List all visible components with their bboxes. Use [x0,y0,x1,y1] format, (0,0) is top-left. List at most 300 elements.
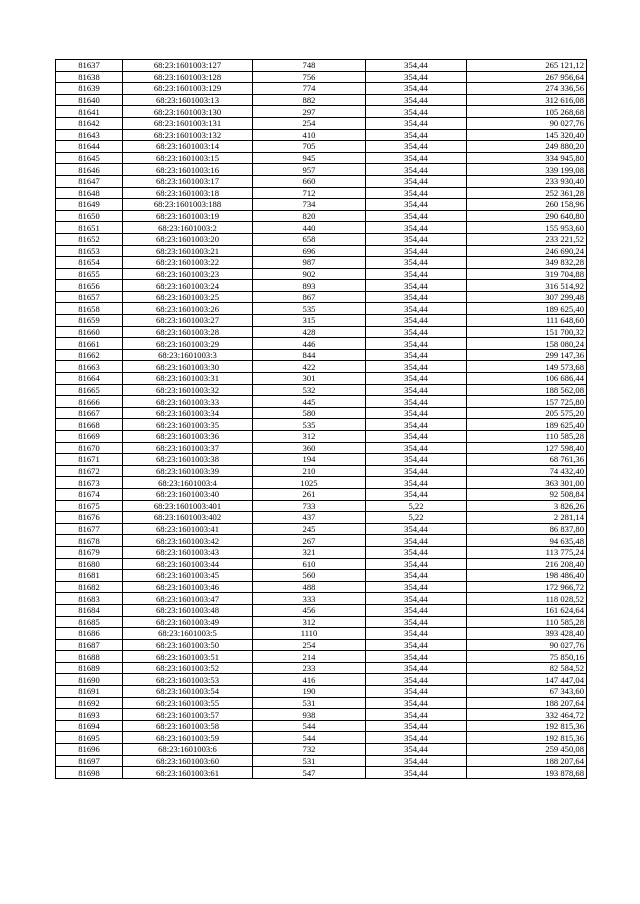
cell-rate: 354,44 [366,315,467,327]
cell-amount: 267 956,64 [467,71,587,83]
cell-rate: 354,44 [366,488,467,500]
cell-row-number: 81644 [56,141,123,153]
table-row [56,604,587,616]
cell-amount: 149 573,68 [467,361,587,373]
cell-cadastral-number: 68:23:1601003:16 [123,164,253,176]
cell-cadastral-number: 68:23:1601003:402 [123,512,253,524]
cell-amount: 2 281,14 [467,512,587,524]
cell-cadastral-number: 68:23:1601003:26 [123,303,253,315]
cell-rate: 354,44 [366,83,467,95]
cell-row-number: 81667 [56,407,123,419]
table-row [56,697,587,709]
cell-rate: 354,44 [366,593,467,605]
table-row [56,732,587,744]
cell-rate: 354,44 [366,60,467,72]
cell-row-number: 81680 [56,558,123,570]
cell-cadastral-number: 68:23:1601003:14 [123,141,253,153]
table-row [56,535,587,547]
cell-rate: 354,44 [366,268,467,280]
cell-cadastral-number: 68:23:1601003:35 [123,419,253,431]
table-row [56,349,587,361]
cell-area: 410 [253,129,366,141]
cell-rate: 354,44 [366,361,467,373]
cell-amount: 349 832,28 [467,257,587,269]
cell-rate: 354,44 [366,210,467,222]
cell-row-number: 81678 [56,535,123,547]
cell-area: 312 [253,616,366,628]
cell-row-number: 81647 [56,175,123,187]
cell-amount: 3 826,26 [467,500,587,512]
cell-rate: 354,44 [366,349,467,361]
cell-row-number: 81643 [56,129,123,141]
cell-cadastral-number: 68:23:1601003:3 [123,349,253,361]
cell-row-number: 81662 [56,349,123,361]
cell-row-number: 81640 [56,94,123,106]
table-row [56,442,587,454]
cell-amount: 260 158,96 [467,199,587,211]
cell-area: 560 [253,570,366,582]
cell-cadastral-number: 68:23:1601003:32 [123,384,253,396]
cell-area: 440 [253,222,366,234]
cell-area: 297 [253,106,366,118]
cell-cadastral-number: 68:23:1601003:131 [123,117,253,129]
cell-area: 445 [253,396,366,408]
cell-cadastral-number: 68:23:1601003:36 [123,431,253,443]
cell-row-number: 81695 [56,732,123,744]
cell-amount: 363 301,00 [467,477,587,489]
table-row [56,720,587,732]
cell-cadastral-number: 68:23:1601003:55 [123,697,253,709]
cell-amount: 274 336,56 [467,83,587,95]
cell-area: 580 [253,407,366,419]
cell-rate: 354,44 [366,709,467,721]
cell-amount: 68 761,36 [467,454,587,466]
cell-cadastral-number: 68:23:1601003:31 [123,373,253,385]
cell-amount: 246 690,24 [467,245,587,257]
cell-amount: 198 486,40 [467,570,587,582]
cell-amount: 249 880,20 [467,141,587,153]
cell-amount: 188 562,08 [467,384,587,396]
cell-row-number: 81655 [56,268,123,280]
table-row [56,175,587,187]
table-row [56,141,587,153]
cell-row-number: 81671 [56,454,123,466]
cell-rate: 354,44 [366,477,467,489]
table-row [56,558,587,570]
cell-rate: 354,44 [366,720,467,732]
cell-amount: 193 878,68 [467,767,587,779]
cell-rate: 354,44 [366,94,467,106]
table-row [56,152,587,164]
cell-cadastral-number: 68:23:1601003:50 [123,639,253,651]
table-row [56,581,587,593]
cell-cadastral-number: 68:23:1601003:34 [123,407,253,419]
table-row [56,651,587,663]
cell-row-number: 81672 [56,465,123,477]
cell-rate: 354,44 [366,233,467,245]
cell-area: 194 [253,454,366,466]
cell-area: 544 [253,732,366,744]
cell-area: 748 [253,60,366,72]
cell-amount: 259 450,08 [467,744,587,756]
cell-rate: 354,44 [366,744,467,756]
cell-amount: 105 268,68 [467,106,587,118]
table-row [56,83,587,95]
cell-amount: 82 584,52 [467,662,587,674]
cell-rate: 354,44 [366,141,467,153]
cell-rate: 354,44 [366,280,467,292]
cell-amount: 145 320,40 [467,129,587,141]
cell-amount: 118 028,52 [467,593,587,605]
cell-cadastral-number: 68:23:1601003:25 [123,291,253,303]
cell-amount: 393 428,40 [467,628,587,640]
cell-amount: 158 080,24 [467,338,587,350]
cell-rate: 354,44 [366,686,467,698]
cell-row-number: 81688 [56,651,123,663]
table-row [56,570,587,582]
cell-area: 938 [253,709,366,721]
cell-rate: 354,44 [366,523,467,535]
table-row [56,674,587,686]
cell-rate: 354,44 [366,326,467,338]
cell-row-number: 81641 [56,106,123,118]
cell-row-number: 81670 [56,442,123,454]
table-row [56,407,587,419]
cell-amount: 312 616,08 [467,94,587,106]
cell-cadastral-number: 68:23:1601003:29 [123,338,253,350]
table-row [56,662,587,674]
cell-row-number: 81657 [56,291,123,303]
cell-amount: 92 508,84 [467,488,587,500]
cell-area: 696 [253,245,366,257]
cell-amount: 110 585,28 [467,616,587,628]
cell-rate: 354,44 [366,187,467,199]
cell-row-number: 81685 [56,616,123,628]
cell-area: 456 [253,604,366,616]
cell-cadastral-number: 68:23:1601003:57 [123,709,253,721]
table-row [56,60,587,72]
cell-amount: 147 447,04 [467,674,587,686]
cell-amount: 157 725,80 [467,396,587,408]
cell-rate: 354,44 [366,674,467,686]
cell-amount: 216 208,40 [467,558,587,570]
cell-amount: 75 850,16 [467,651,587,663]
cell-amount: 339 199,08 [467,164,587,176]
cell-area: 210 [253,465,366,477]
table-row [56,546,587,558]
table-row [56,129,587,141]
cell-rate: 354,44 [366,338,467,350]
cell-row-number: 81693 [56,709,123,721]
table-row [56,117,587,129]
cell-row-number: 81677 [56,523,123,535]
cell-row-number: 81682 [56,581,123,593]
cell-row-number: 81668 [56,419,123,431]
cell-area: 547 [253,767,366,779]
cell-rate: 354,44 [366,639,467,651]
cell-area: 658 [253,233,366,245]
cell-area: 774 [253,83,366,95]
cell-cadastral-number: 68:23:1601003:128 [123,71,253,83]
table-row [56,164,587,176]
cell-amount: 155 953,60 [467,222,587,234]
cell-cadastral-number: 68:23:1601003:38 [123,454,253,466]
cell-row-number: 81698 [56,767,123,779]
table-body [56,60,587,779]
cell-rate: 354,44 [366,431,467,443]
cell-area: 312 [253,431,366,443]
table-row [56,396,587,408]
cell-rate: 354,44 [366,535,467,547]
cell-amount: 113 775,24 [467,546,587,558]
cell-row-number: 81676 [56,512,123,524]
cell-rate: 354,44 [366,396,467,408]
cell-row-number: 81653 [56,245,123,257]
cell-cadastral-number: 68:23:1601003:30 [123,361,253,373]
cell-rate: 354,44 [366,546,467,558]
cell-area: 893 [253,280,366,292]
cell-row-number: 81664 [56,373,123,385]
table-row [56,245,587,257]
cell-amount: 265 121,12 [467,60,587,72]
cell-area: 535 [253,303,366,315]
cell-amount: 111 648,60 [467,315,587,327]
cell-cadastral-number: 68:23:1601003:24 [123,280,253,292]
cell-rate: 354,44 [366,164,467,176]
table-row [56,419,587,431]
cell-row-number: 81666 [56,396,123,408]
cell-area: 531 [253,697,366,709]
table-row [56,431,587,443]
cell-rate: 354,44 [366,71,467,83]
cell-area: 254 [253,117,366,129]
cell-cadastral-number: 68:23:1601003:17 [123,175,253,187]
cell-area: 437 [253,512,366,524]
cell-rate: 354,44 [366,245,467,257]
cell-amount: 189 625,40 [467,303,587,315]
table-row [56,257,587,269]
cell-amount: 188 207,64 [467,697,587,709]
table-row [56,477,587,489]
cell-cadastral-number: 68:23:1601003:44 [123,558,253,570]
cell-area: 957 [253,164,366,176]
cell-cadastral-number: 68:23:1601003:49 [123,616,253,628]
cell-cadastral-number: 68:23:1601003:23 [123,268,253,280]
table-row [56,616,587,628]
cell-cadastral-number: 68:23:1601003:19 [123,210,253,222]
table-row [56,71,587,83]
cell-area: 488 [253,581,366,593]
cell-rate: 354,44 [366,373,467,385]
cell-cadastral-number: 68:23:1601003:48 [123,604,253,616]
cell-rate: 354,44 [366,628,467,640]
cell-rate: 354,44 [366,454,467,466]
cell-row-number: 81658 [56,303,123,315]
cell-cadastral-number: 68:23:1601003:27 [123,315,253,327]
cell-rate: 354,44 [366,199,467,211]
cell-area: 844 [253,349,366,361]
cell-rate: 354,44 [366,581,467,593]
cell-area: 945 [253,152,366,164]
cell-area: 882 [253,94,366,106]
table-row [56,94,587,106]
cell-row-number: 81684 [56,604,123,616]
cell-area: 535 [253,419,366,431]
cell-amount: 233 221,52 [467,233,587,245]
cell-rate: 354,44 [366,222,467,234]
cell-rate: 354,44 [366,616,467,628]
cell-cadastral-number: 68:23:1601003:41 [123,523,253,535]
cell-amount: 86 837,80 [467,523,587,535]
cell-row-number: 81663 [56,361,123,373]
cell-amount: 192 815,36 [467,720,587,732]
cell-amount: 252 361,28 [467,187,587,199]
cell-amount: 90 027,76 [467,639,587,651]
cell-amount: 316 514,92 [467,280,587,292]
cell-area: 333 [253,593,366,605]
cell-row-number: 81679 [56,546,123,558]
cell-cadastral-number: 68:23:1601003:40 [123,488,253,500]
cell-row-number: 81665 [56,384,123,396]
table-row [56,210,587,222]
table-row [56,465,587,477]
cell-rate: 354,44 [366,767,467,779]
cell-row-number: 81660 [56,326,123,338]
table-row [56,291,587,303]
table-row [56,361,587,373]
cell-cadastral-number: 68:23:1601003:42 [123,535,253,547]
cell-row-number: 81651 [56,222,123,234]
cell-rate: 354,44 [366,419,467,431]
cell-amount: 74 432,40 [467,465,587,477]
cell-row-number: 81674 [56,488,123,500]
table-row [56,384,587,396]
cell-cadastral-number: 68:23:1601003:33 [123,396,253,408]
cell-area: 532 [253,384,366,396]
cell-row-number: 81638 [56,71,123,83]
table-row [56,628,587,640]
table-row [56,106,587,118]
cell-area: 416 [253,674,366,686]
cell-cadastral-number: 68:23:1601003:46 [123,581,253,593]
cell-area: 733 [253,500,366,512]
cell-row-number: 81654 [56,257,123,269]
cell-cadastral-number: 68:23:1601003:6 [123,744,253,756]
table-row [56,709,587,721]
cell-row-number: 81648 [56,187,123,199]
cell-rate: 354,44 [366,442,467,454]
cell-cadastral-number: 68:23:1601003:13 [123,94,253,106]
table-row [56,488,587,500]
cell-area: 820 [253,210,366,222]
table-row [56,755,587,767]
cell-cadastral-number: 68:23:1601003:4 [123,477,253,489]
cell-amount: 334 945,80 [467,152,587,164]
cell-cadastral-number: 68:23:1601003:22 [123,257,253,269]
table-row [56,373,587,385]
cell-cadastral-number: 68:23:1601003:59 [123,732,253,744]
cell-area: 245 [253,523,366,535]
cell-cadastral-number: 68:23:1601003:130 [123,106,253,118]
table-row [56,268,587,280]
cell-cadastral-number: 68:23:1601003:61 [123,767,253,779]
cell-row-number: 81669 [56,431,123,443]
cell-amount: 90 027,76 [467,117,587,129]
cell-area: 315 [253,315,366,327]
cell-row-number: 81673 [56,477,123,489]
table-row [56,187,587,199]
table-row [56,326,587,338]
cell-amount: 205 575,20 [467,407,587,419]
cell-area: 544 [253,720,366,732]
cell-rate: 354,44 [366,106,467,118]
table-row [56,303,587,315]
cell-area: 705 [253,141,366,153]
cell-amount: 127 598,40 [467,442,587,454]
cell-amount: 192 815,36 [467,732,587,744]
cell-cadastral-number: 68:23:1601003:401 [123,500,253,512]
cell-row-number: 81697 [56,755,123,767]
cell-area: 254 [253,639,366,651]
cell-row-number: 81694 [56,720,123,732]
cell-cadastral-number: 68:23:1601003:60 [123,755,253,767]
cell-amount: 299 147,36 [467,349,587,361]
cell-row-number: 81652 [56,233,123,245]
cell-amount: 307 299,48 [467,291,587,303]
cell-area: 531 [253,755,366,767]
table-row [56,199,587,211]
cell-rate: 354,44 [366,407,467,419]
cell-row-number: 81639 [56,83,123,95]
cell-row-number: 81656 [56,280,123,292]
cell-rate: 354,44 [366,152,467,164]
cell-row-number: 81691 [56,686,123,698]
table-row [56,639,587,651]
cell-rate: 5,22 [366,512,467,524]
cell-cadastral-number: 68:23:1601003:18 [123,187,253,199]
cell-rate: 5,22 [366,500,467,512]
cell-area: 987 [253,257,366,269]
cell-area: 660 [253,175,366,187]
cell-amount: 110 585,28 [467,431,587,443]
cell-amount: 233 930,40 [467,175,587,187]
cell-cadastral-number: 68:23:1601003:15 [123,152,253,164]
cell-amount: 319 704,88 [467,268,587,280]
cell-amount: 67 343,60 [467,686,587,698]
cell-row-number: 81681 [56,570,123,582]
cell-rate: 354,44 [366,755,467,767]
cell-row-number: 81683 [56,593,123,605]
table-row [56,338,587,350]
cell-rate: 354,44 [366,303,467,315]
cell-area: 732 [253,744,366,756]
cell-row-number: 81692 [56,697,123,709]
table-row [56,686,587,698]
cell-cadastral-number: 68:23:1601003:43 [123,546,253,558]
table-row [56,454,587,466]
cell-cadastral-number: 68:23:1601003:53 [123,674,253,686]
cell-amount: 106 686,44 [467,373,587,385]
cell-rate: 354,44 [366,651,467,663]
cell-area: 428 [253,326,366,338]
table-row [56,593,587,605]
cell-area: 261 [253,488,366,500]
cell-cadastral-number: 68:23:1601003:20 [123,233,253,245]
cell-area: 214 [253,651,366,663]
table-row [56,512,587,524]
cell-row-number: 81689 [56,662,123,674]
cell-amount: 151 700,32 [467,326,587,338]
